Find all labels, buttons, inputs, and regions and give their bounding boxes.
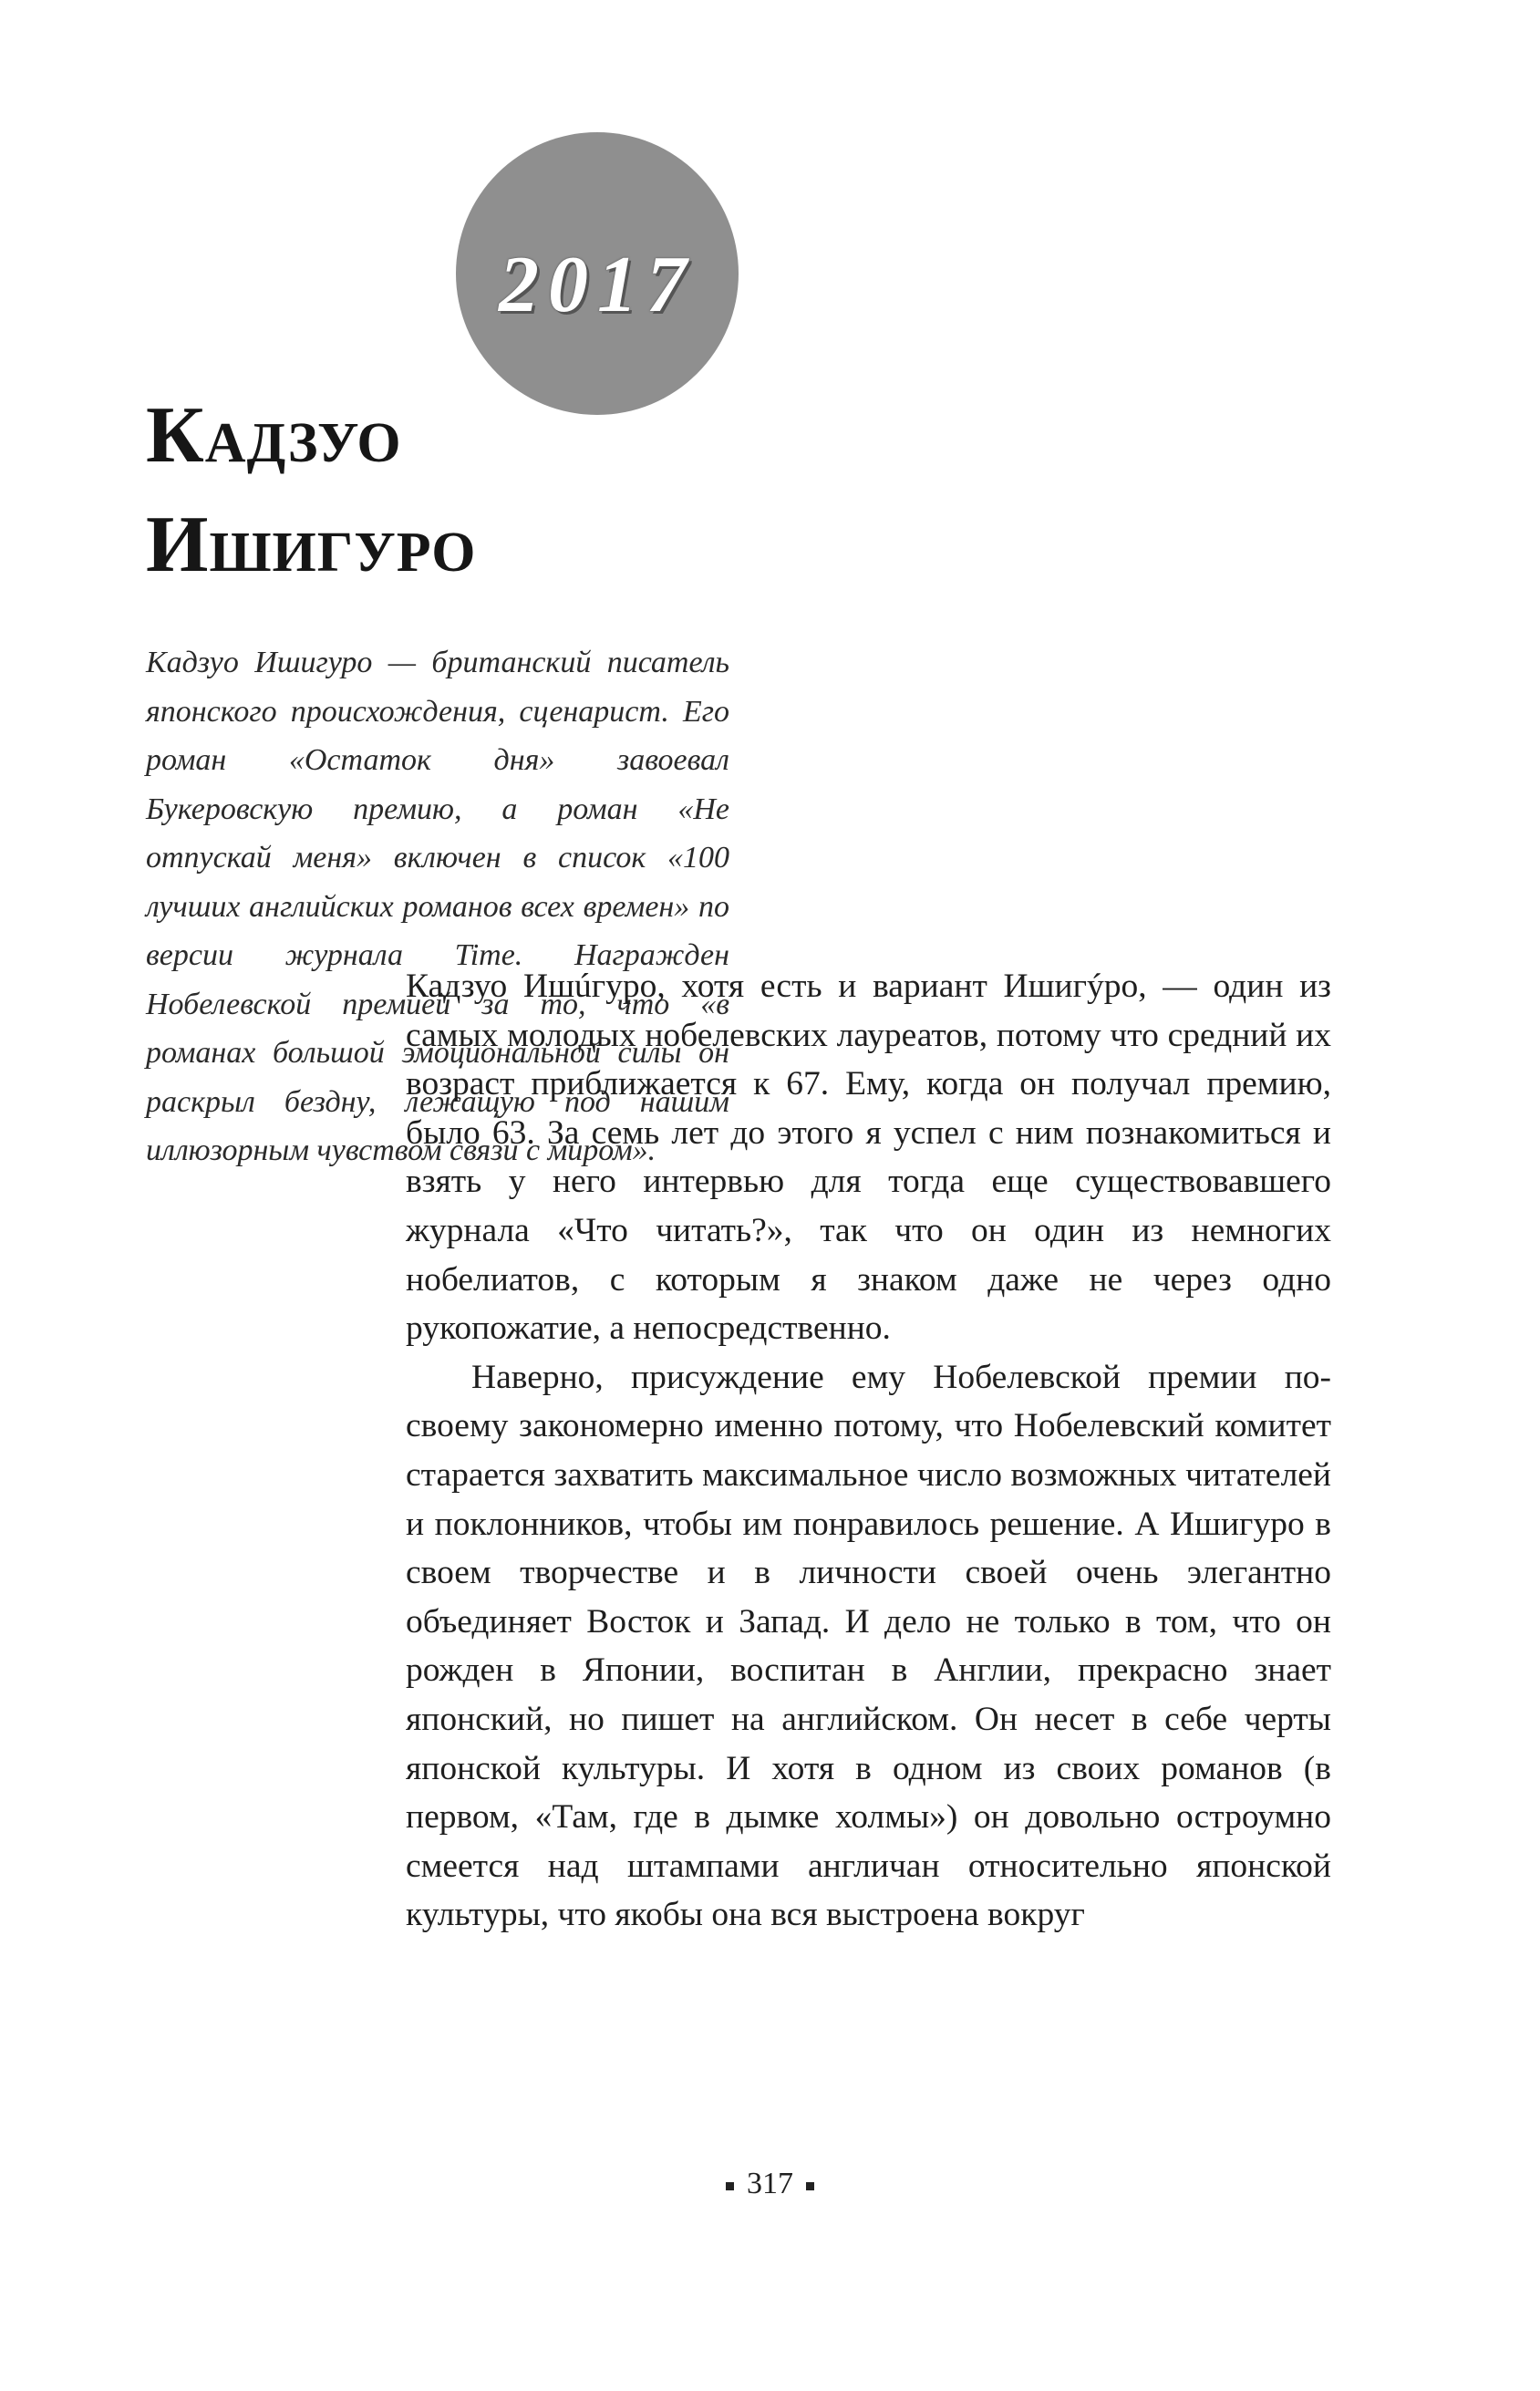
chapter-title: [146, 381, 476, 600]
body-paragraph: Кадзуо Ишúгуро, хотя есть и вариант Ишигýро, — один из самых молодых нобелевских лауреатов, потому что средний их возраст приближается к 67. Ему, когда он получал премию, было 63. За семь лет до этого я успел с ним познакомиться и взять у него интервью для тогда еще существовавшего журнала «Что читать?», так что он один из немногих нобелиатов, с которым я знаком даже не через одно рукопожатие, а непосредственно.: [406, 968, 1331, 1348]
author-first-name: Кадзуо: [146, 391, 402, 480]
bullet-icon: [726, 2182, 734, 2190]
bullet-icon: [806, 2182, 814, 2190]
body-paragraph: Наверно, присуждение ему Нобелевской премии по-своему закономерно именно потому, что Нобелевский комитет старается захватить максимальное число возможных читателей и поклонников, чтобы им понравилось решение. А Ишигуро в своем творчестве и в личности своей очень элегантно объединяет Восток и Запад. И дело не только в том, что он рожден в Японии, воспитан в Англии, прекрасно знает японский, но пишет на английском. Он несет в себе черты японской культуры. И хотя в одном из своих романов (в первом, «Там, где в дымке холмы») он довольно остроумно смеется над штампами англичан относительно японской культуры, что якобы она вся выстроена вокруг: [406, 1358, 1331, 1934]
page-footer: [0, 2166, 1540, 2202]
page-number: 317: [747, 2167, 793, 2200]
main-text: [406, 962, 1331, 1940]
author-bio: Кадзуо Ишигуро — британский писатель японского происхождения, сценарист. Его роман «Остаток дня» завоевал Букеровскую премию, а роман «Не отпускай меня» включен в список «100 лучших английских романов всех времен» по версии журнала Time. Награжден Нобелевской премией за то, что «в романах большой эмоциональной силы он раскрыл бездну, лежащую под нашим иллюзорным чувством связи с миром».: [146, 646, 729, 1167]
chapter-year: 2017: [499, 241, 696, 329]
author-last-name: Ишигуро: [146, 501, 477, 589]
